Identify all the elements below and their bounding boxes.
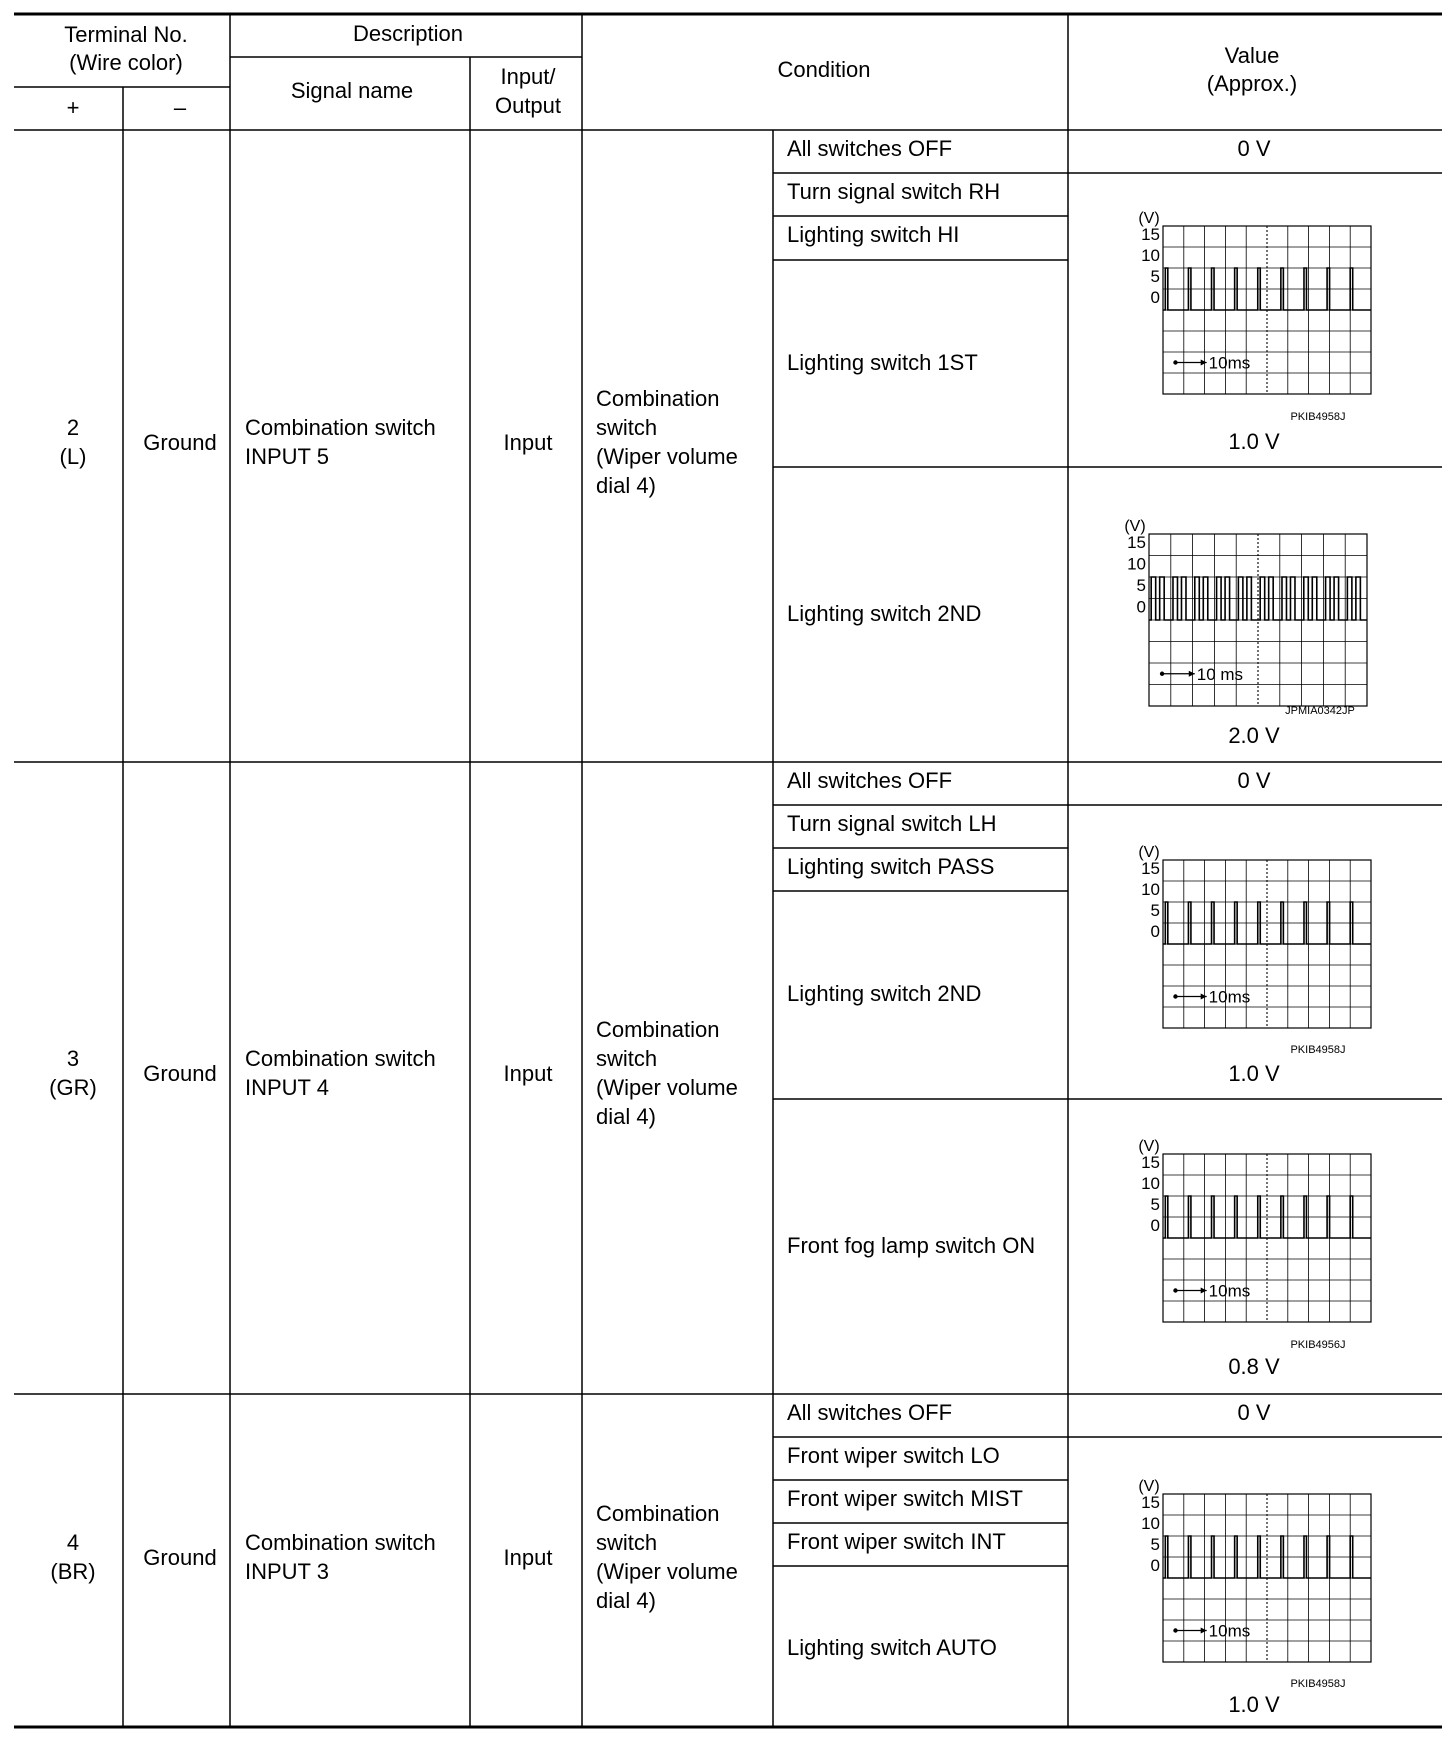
header-value: Value — [1224, 43, 1280, 68]
oscilloscope-graph — [1138, 210, 1371, 423]
time-marker-dot — [1173, 1628, 1177, 1632]
signal-name-2: INPUT 4 — [245, 1075, 329, 1100]
table-grid — [14, 14, 1442, 1727]
y-tick-label: 5 — [1136, 576, 1146, 595]
header-plus: + — [66, 95, 80, 120]
subcondition: All switches OFF — [787, 1400, 953, 1425]
axis-unit: (V) — [1138, 1138, 1160, 1155]
figure-reference: PKIB4956J — [1290, 1339, 1346, 1351]
figure-reference: PKIB4958J — [1290, 1044, 1346, 1056]
y-tick-label: 15 — [1127, 533, 1146, 552]
value-text: 2.0 V — [1228, 723, 1280, 748]
y-tick-label: 15 — [1141, 1493, 1160, 1512]
wire-color: (L) — [59, 444, 87, 469]
subcondition: Lighting switch 1ST — [787, 350, 978, 375]
header-input-output-2: Output — [494, 93, 562, 118]
value-text: 1.0 V — [1228, 1061, 1280, 1086]
subcondition: Lighting switch HI — [787, 222, 960, 247]
subcondition: Lighting switch 2ND — [787, 601, 982, 626]
condition-line: Combination — [596, 1501, 720, 1526]
y-tick-label: 5 — [1150, 1535, 1160, 1554]
time-marker-dot — [1173, 360, 1177, 364]
subcondition: All switches OFF — [787, 768, 953, 793]
condition-line: (Wiper volume — [596, 444, 738, 469]
value-text: 0 V — [1237, 1400, 1271, 1425]
subcondition: All switches OFF — [787, 136, 953, 161]
header-description: Description — [352, 21, 464, 46]
axis-unit: (V) — [1124, 518, 1146, 535]
time-marker-arrow — [1201, 994, 1207, 1000]
figure-reference: JPMIA0342JP — [1285, 705, 1355, 717]
figure-reference: PKIB4958J — [1290, 411, 1346, 423]
terminal-number: 3 — [66, 1046, 80, 1071]
time-marker-dot — [1173, 1288, 1177, 1292]
wire-color: (GR) — [49, 1075, 97, 1100]
value-text: 1.0 V — [1228, 429, 1280, 454]
condition-line: Combination — [596, 1017, 720, 1042]
axis-unit: (V) — [1138, 210, 1160, 227]
value-text: 0.8 V — [1228, 1354, 1280, 1379]
subcondition: Front wiper switch MIST — [787, 1486, 1023, 1511]
signal-name-2: INPUT 5 — [245, 444, 329, 469]
y-tick-label: 10 — [1141, 1514, 1160, 1533]
condition-line: switch — [596, 1046, 658, 1071]
y-tick-label: 5 — [1150, 267, 1160, 286]
header-terminal-no: Terminal No. — [64, 22, 188, 47]
y-tick-label: 5 — [1150, 1195, 1160, 1214]
input-output: Input — [503, 1545, 553, 1570]
time-marker-dot — [1160, 672, 1164, 676]
y-tick-label: 10 — [1141, 880, 1160, 899]
value-text: 1.0 V — [1228, 1692, 1280, 1717]
time-marker-arrow — [1189, 671, 1195, 677]
figure-reference: PKIB4958J — [1290, 1678, 1346, 1690]
y-tick-label: 15 — [1141, 859, 1160, 878]
y-tick-label: 0 — [1150, 922, 1160, 941]
oscilloscope-graph — [1138, 844, 1371, 1056]
header-minus: – — [173, 95, 187, 120]
subcondition: Lighting switch AUTO — [787, 1635, 997, 1660]
header-value-approx: (Approx.) — [1206, 71, 1298, 96]
time-marker-arrow — [1201, 360, 1207, 366]
terminal-number: 2 — [66, 415, 80, 440]
time-division-label: 10ms — [1208, 1621, 1251, 1641]
oscilloscope-graph — [1138, 1478, 1371, 1690]
condition-line: dial 4) — [596, 1104, 656, 1129]
axis-unit: (V) — [1138, 844, 1160, 861]
table-row — [50, 1400, 1280, 1717]
subcondition: Front wiper switch INT — [787, 1529, 1006, 1554]
axis-unit: (V) — [1138, 1478, 1160, 1495]
subcondition: Front wiper switch LO — [787, 1443, 1000, 1468]
condition-line: dial 4) — [596, 1588, 656, 1613]
y-tick-label: 15 — [1141, 225, 1160, 244]
time-marker-arrow — [1201, 1288, 1207, 1294]
y-tick-label: 10 — [1127, 554, 1146, 574]
y-tick-label: 0 — [1150, 1556, 1160, 1575]
header-wire-color: (Wire color) — [69, 50, 183, 75]
y-tick-label: 5 — [1150, 901, 1160, 920]
time-marker-arrow — [1201, 1628, 1207, 1634]
y-tick-label: 0 — [1136, 597, 1146, 617]
header-condition: Condition — [777, 57, 871, 82]
condition-line: switch — [596, 415, 658, 440]
time-division-label: 10ms — [1208, 353, 1251, 373]
input-output: Input — [503, 430, 553, 455]
y-tick-label: 0 — [1150, 288, 1160, 307]
time-marker-dot — [1173, 994, 1177, 998]
condition-line: switch — [596, 1530, 658, 1555]
value-text: 0 V — [1237, 768, 1271, 793]
table-header — [64, 21, 1297, 120]
value-text: 0 V — [1237, 136, 1271, 161]
minus-terminal: Ground — [143, 430, 217, 455]
header-input-output-1: Input/ — [500, 64, 556, 89]
subcondition: Turn signal switch LH — [787, 811, 997, 836]
subcondition: Front fog lamp switch ON — [787, 1233, 1036, 1258]
condition-line: (Wiper volume — [596, 1559, 738, 1584]
y-tick-label: 10 — [1141, 1174, 1160, 1193]
signal-name: Combination switch — [245, 1530, 436, 1555]
time-division-label: 10ms — [1208, 1281, 1251, 1301]
time-division-label: 10 ms — [1196, 664, 1244, 684]
signal-name-2: INPUT 3 — [245, 1559, 329, 1584]
wire-color: (BR) — [50, 1559, 96, 1584]
table-row — [49, 768, 1280, 1379]
table-row — [60, 136, 1280, 748]
oscilloscope-graph — [1138, 1138, 1371, 1351]
oscilloscope-graph — [1124, 518, 1367, 717]
terminal-number: 4 — [66, 1530, 80, 1555]
header-signal-name: Signal name — [290, 78, 414, 103]
input-output: Input — [503, 1061, 553, 1086]
y-tick-label: 15 — [1141, 1153, 1160, 1172]
y-tick-label: 0 — [1150, 1216, 1160, 1235]
time-division-label: 10ms — [1208, 987, 1251, 1007]
signal-name: Combination switch — [245, 1046, 436, 1071]
condition-line: dial 4) — [596, 473, 656, 498]
condition-line: Combination — [596, 386, 720, 411]
minus-terminal: Ground — [143, 1545, 217, 1570]
subcondition: Turn signal switch RH — [787, 179, 1001, 204]
subcondition: Lighting switch 2ND — [787, 981, 982, 1006]
y-tick-label: 10 — [1141, 246, 1160, 265]
signal-name: Combination switch — [245, 415, 436, 440]
minus-terminal: Ground — [143, 1061, 217, 1086]
condition-line: (Wiper volume — [596, 1075, 738, 1100]
subcondition: Lighting switch PASS — [787, 854, 995, 879]
